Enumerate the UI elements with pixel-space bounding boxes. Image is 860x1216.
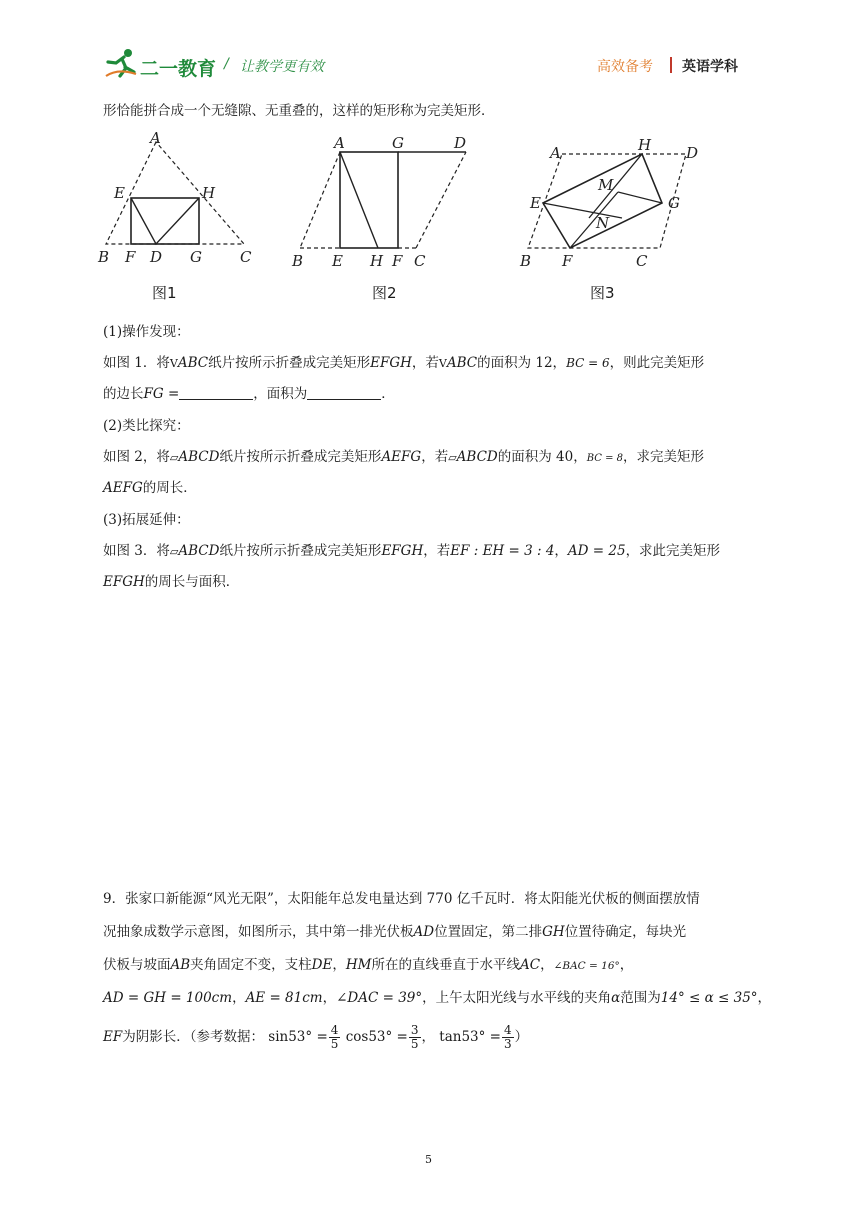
- header: [100, 46, 760, 86]
- fraction-sin: $\frac{4}{5}$: [330, 1023, 339, 1051]
- fig1-label-g: G: [190, 248, 202, 266]
- q8-part3-line1: 如图 3．将▱ABCD纸片按所示折叠成完美矩形EFGH，若EF : EH = 3 : 4，AD = 25，求此完美矩形: [103, 543, 721, 559]
- q8-part3-line2: EFGH的周长与面积．: [103, 574, 240, 590]
- q8-part1-line1: 如图 1．将VABC纸片按所示折叠成完美矩形EFGH，若VABC的面积为 12，BC = 6，则此完美矩形: [103, 355, 705, 371]
- fraction-cos: $\frac{3}{5}$: [410, 1023, 419, 1051]
- runner-logo-icon: [104, 48, 138, 80]
- q9-line1: 9．张家口新能源“风光无限”，太阳能年总发电量达到 770 亿千瓦时．将太阳能光伏板的侧面摆放情: [103, 891, 700, 907]
- figure-1: [94, 128, 264, 276]
- q8-part2-title: (2)类比探究：: [103, 418, 190, 434]
- intro-line: 形恰能拼合成一个无缝隙、无重叠的，这样的矩形称为完美矩形．: [103, 103, 495, 119]
- figure-2-caption: 图2: [372, 284, 397, 302]
- fig3-label-h: H: [638, 136, 652, 154]
- fig3-label-d: D: [686, 144, 699, 162]
- fig3-label-b: B: [520, 252, 532, 270]
- page-number: 5: [425, 1153, 432, 1166]
- fig1-label-e: E: [114, 184, 125, 202]
- figure-3-caption: 图3: [590, 284, 615, 302]
- figure-2: [288, 128, 478, 276]
- fig3-label-f: F: [562, 252, 573, 270]
- logo-text: 二一教育: [140, 58, 217, 80]
- fig2-label-h: H: [370, 252, 384, 270]
- fig2-label-b: B: [292, 252, 304, 270]
- fig1-label-f: F: [125, 248, 136, 266]
- fig3-label-m: M: [598, 176, 614, 194]
- fig1-label-b: B: [98, 248, 110, 266]
- answer-blank-area: [307, 385, 381, 400]
- fig2-label-g: G: [392, 134, 404, 152]
- fig3-label-n: N: [596, 214, 610, 232]
- fig2-label-d: D: [454, 134, 467, 152]
- q8-part2-line2: AEFG的周长．: [103, 480, 197, 496]
- fig1-label-d: D: [150, 248, 163, 266]
- figure-1-caption: 图1: [152, 284, 177, 302]
- header-slogan: 让教学更有效: [240, 59, 324, 75]
- q9-line3: 伏板与坡面AB夹角固定不变，支柱DE，HM所在的直线垂直于水平线AC，∠BAC = 16°，: [103, 957, 634, 973]
- figure-3: [512, 128, 712, 276]
- fig1-label-a: A: [150, 129, 161, 147]
- fig3-label-g: G: [668, 194, 680, 212]
- fig1-label-c: C: [240, 248, 252, 266]
- q8-part3-title: (3)拓展延伸：: [103, 512, 190, 528]
- answer-blank-fg: [179, 385, 253, 400]
- slogan-divider: /: [224, 56, 229, 72]
- header-label-subject: 英语学科: [682, 59, 738, 75]
- fig3-label-a: A: [550, 144, 561, 162]
- q9-line2: 况抽象成数学示意图，如图所示，其中第一排光伏板AD位置固定，第二排GH位置待确定，每块光: [103, 924, 687, 940]
- fig2-label-a: A: [334, 134, 345, 152]
- fig2-label-f: F: [392, 252, 403, 270]
- fig3-label-e: E: [530, 194, 541, 212]
- fraction-tan: $\frac{4}{3}$: [504, 1023, 512, 1051]
- header-label-exam: 高效备考: [597, 59, 653, 75]
- q8-part1-title: (1)操作发现：: [103, 324, 190, 340]
- header-divider: [670, 57, 672, 73]
- q9-line4: AD = GH = 100cm，AE = 81cm，∠DAC = 39°，上午太阳光线与水平线的夹角α范围为14° ≤ α ≤ 35°，: [103, 990, 772, 1006]
- fig3-label-c: C: [636, 252, 648, 270]
- q8-part1-line2: 的边长FG = ，面积为 ．: [103, 386, 395, 402]
- fig1-label-h: H: [202, 184, 216, 202]
- q8-part2-line1: 如图 2，将▱ABCD纸片按所示折叠成完美矩形AEFG，若▱ABCD的面积为 40，BC = 8，求完美矩形: [103, 449, 705, 465]
- fig2-label-e: E: [332, 252, 343, 270]
- fig2-label-c: C: [414, 252, 426, 270]
- q9-line5: EF为阴影长．（参考数据： sin53° = $\frac{4}{5}$ cos53° = $\frac{3}{5}$ ， tan53° = $\frac{4}{3}$ ）: [103, 1023, 529, 1051]
